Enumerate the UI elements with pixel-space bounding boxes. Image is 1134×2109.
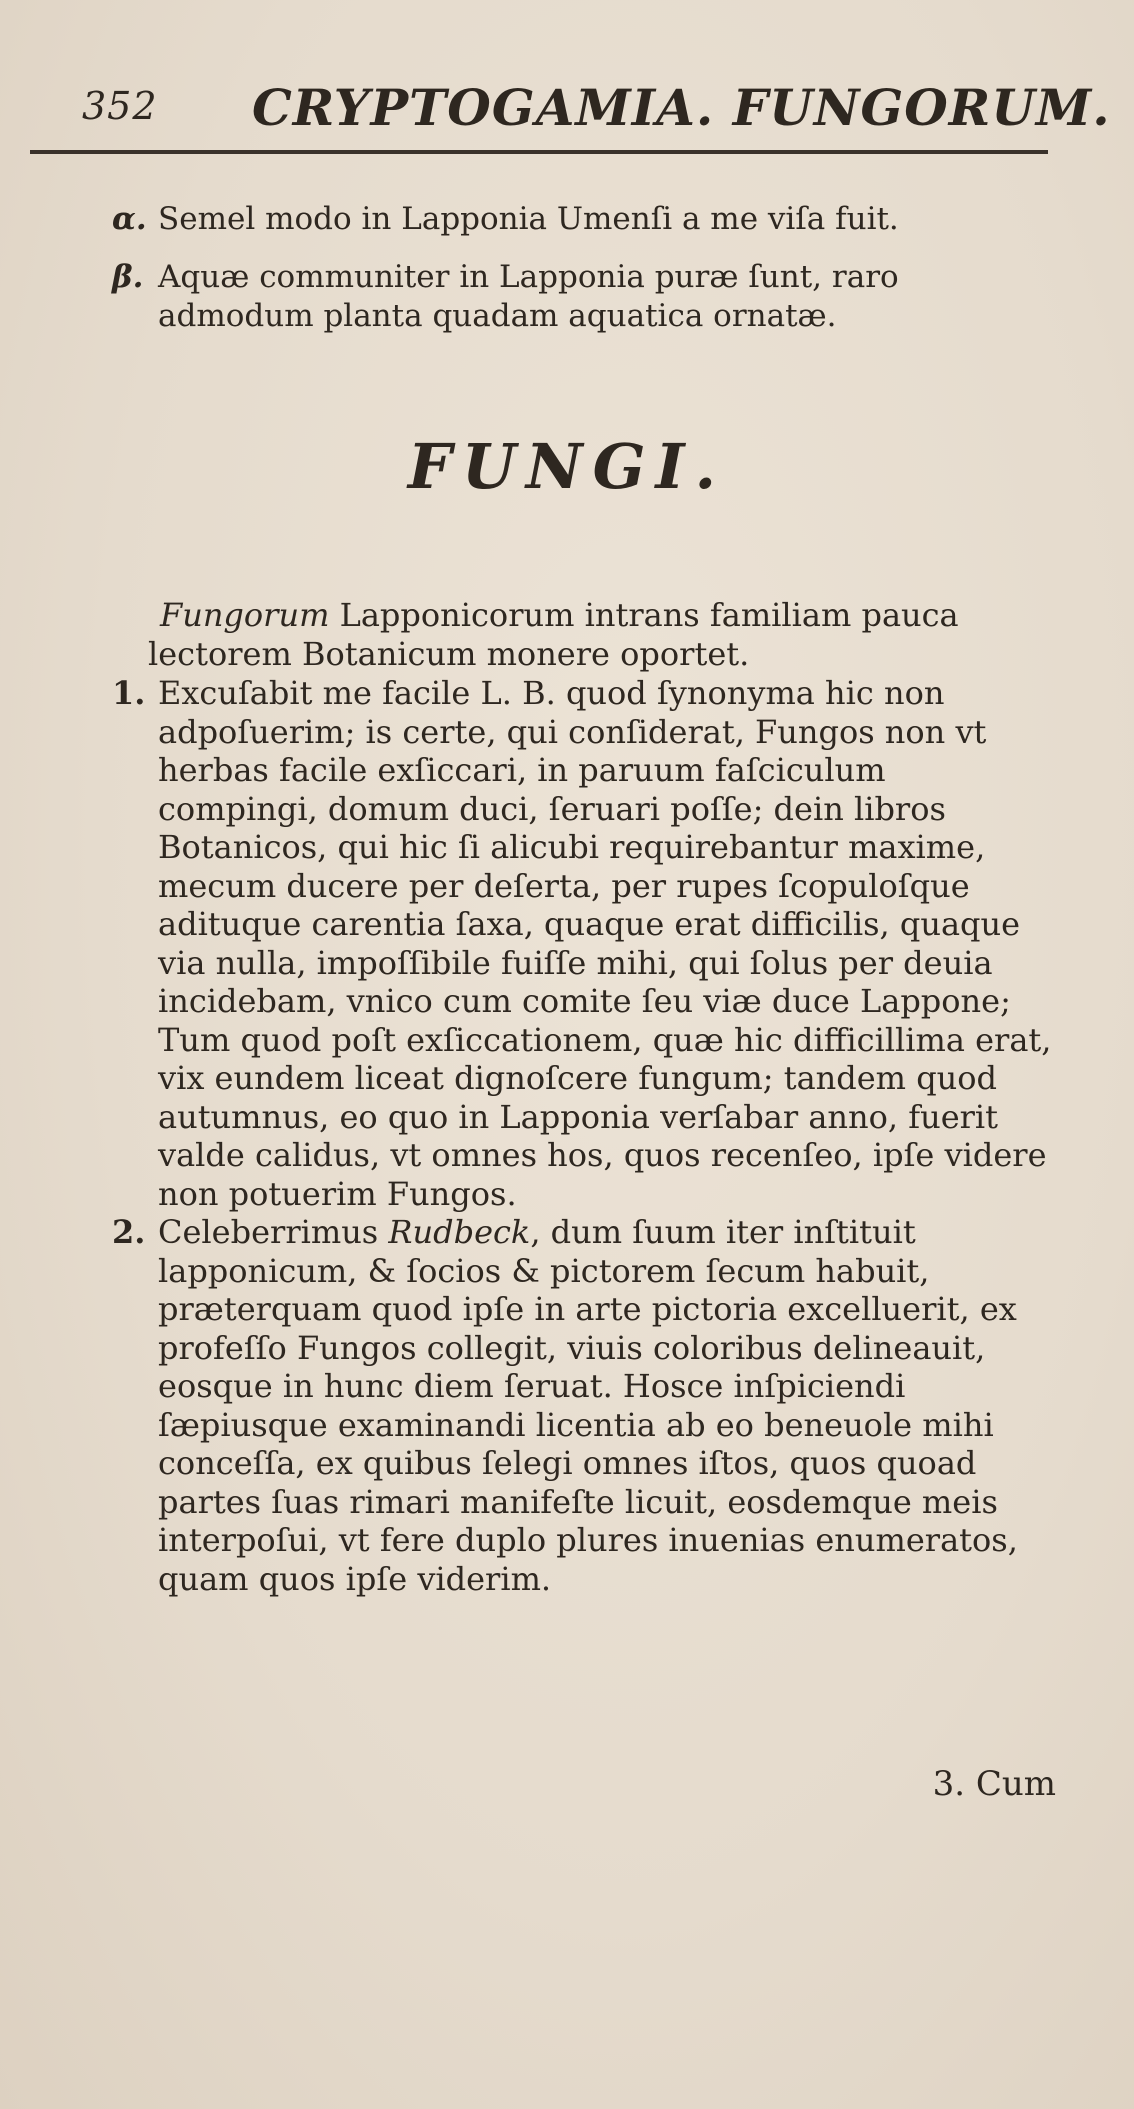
item-text-continued: , dum ſuum iter inſtituit lapponicum, & ſocios & pictorem ſecum habuit, præterquam quod ipſe in arte pictoria excelluerit, ex profeſſo Fungos collegit, viuis coloribus delineauit, eosque in hunc diem ſeruat. Hosce inſpiciendi ſæpiusque examinandi licentia ab eo beneuole mihi conceſſa, ex quibus ſelegi omnes iſtos, quos quoad partes ſuas rimari manifeſte licuit, eosdemque meis interpoſui, vt fere duplo plures inuenias enumeratos, quam quos ipſe viderim.: [158, 1213, 1018, 1598]
footnote-beta-continued: [112, 297, 1118, 335]
footnote-text: Semel modo in Lapponia Umenſi a me viſa fuit.: [158, 201, 899, 237]
list-item: [112, 1213, 1052, 1598]
footnote-beta: [112, 258, 1072, 296]
running-head: CRYPTOGAMIA. FUNGORUM.: [252, 78, 1111, 137]
item-number: 2.: [112, 1213, 146, 1251]
footnote-text: admodum planta quadam aquatica ornatæ.: [158, 298, 837, 334]
page-number: 352: [82, 84, 158, 128]
author-name: Rudbeck: [388, 1213, 531, 1251]
footnote-alpha: [112, 200, 1072, 238]
header-rule: [30, 150, 1048, 154]
intro-text: Lapponicorum intrans familiam pauca lectorem Botanicum monere oportet.: [148, 596, 959, 673]
item-text: Celeberrimus: [158, 1213, 389, 1251]
footnote-mark: β.: [112, 259, 144, 295]
catchword: 3. Cum: [932, 1764, 1056, 1804]
page-header: [82, 78, 1111, 138]
numbered-list: [112, 674, 1052, 1598]
footnote-mark: α.: [112, 201, 147, 237]
item-number: 1.: [112, 674, 146, 712]
intro-lead-word: Fungorum: [160, 596, 330, 634]
list-item: [112, 674, 1052, 1213]
intro-paragraph: [148, 596, 1048, 673]
footnote-text: Aquæ communiter in Lapponia puræ ſunt, raro: [158, 259, 899, 295]
section-title: FUNGI.: [407, 430, 727, 503]
item-text: Excuſabit me facile L. B. quod ſynonyma hic non adpoſuerim; is certe, qui conſiderat, Fungos non vt herbas facile exſiccari, in paruum faſciculum compingi, domum duci, ſeruari poſſe; dein libros Botanicos, qui hic ſi alicubi requirebantur maxime, mecum ducere per deſerta, per rupes ſcopuloſque adituque carentia ſaxa, quaque erat difficilis, quaque via nulla, impoſſibile fuiſſe mihi, qui ſolus per deuia incidebam, vnico cum comite ſeu viæ duce Lappone; Tum quod poſt exſiccationem, quæ hic difficillima erat, vix eundem liceat dignoſcere fungum; tandem quod autumnus, eo quo in Lapponia verſabar anno, fuerit valde calidus, vt omnes hos, quos recenſeo, ipſe videre non potuerim Fungos.: [158, 674, 1052, 1213]
